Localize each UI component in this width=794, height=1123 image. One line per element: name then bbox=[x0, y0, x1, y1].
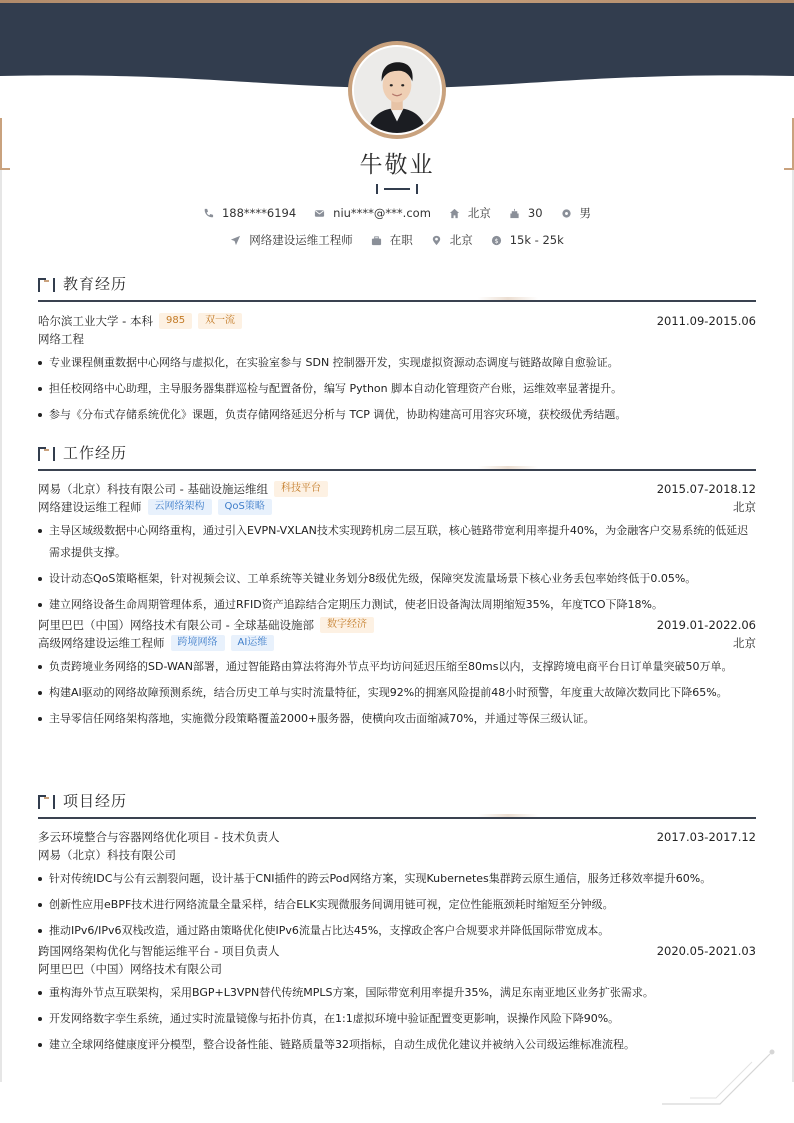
name-divider bbox=[376, 184, 418, 194]
work-company-row bbox=[38, 616, 756, 634]
phone-text: 188****6194 bbox=[221, 206, 297, 220]
role-tag: QoS策略 bbox=[218, 499, 272, 515]
svg-text:$: $ bbox=[494, 236, 499, 245]
project-entry bbox=[38, 828, 756, 946]
education-section-header bbox=[38, 273, 756, 301]
section-mark-icon bbox=[38, 447, 55, 461]
phone-item bbox=[203, 206, 296, 220]
school-name: 哈尔滨工业大学 - 本科 bbox=[38, 314, 153, 328]
list-item: 参与《分布式存储系统优化》课题，负责存储网络延迟分析与 TCP 调优，协助构建高可用容灾环境，获校级优秀结题。 bbox=[38, 404, 756, 426]
top-gold-line bbox=[0, 0, 794, 3]
contact-row bbox=[0, 205, 794, 221]
list-item: 主导区域级数据中心网络重构，通过引入EVPN-VXLAN技术实现跨机房二层互联，核心链路带宽利用率提升40%，为金融客户交易系统的低延迟需求提供支撑。 bbox=[38, 520, 756, 564]
work-city: 北京 bbox=[733, 500, 756, 514]
project-org: 阿里巴巴（中国）网络技术有限公司 bbox=[38, 962, 222, 976]
section-mark-icon bbox=[38, 795, 55, 809]
list-item: 开发网络数字孪生系统，通过实时流量镜像与拓扑仿真，在1:1虚拟环境中验证配置变更影响，误操作风险下降90%。 bbox=[38, 1008, 756, 1030]
list-item: 负责跨境业务网络的SD-WAN部署，通过智能路由算法将海外节点平均访问延迟压缩至80ms以内，支撑跨境电商平台日订单量突破50万单。 bbox=[38, 656, 756, 678]
project-org-row bbox=[38, 846, 756, 864]
email-text: niu****@***.com bbox=[333, 206, 431, 220]
list-item: 针对传统IDC与公有云割裂问题，设计基于CNI插件的跨云Pod网络方案，实现Kubernetes集群跨云原生通信，服务迁移效率提升60%。 bbox=[38, 868, 756, 890]
salary-item bbox=[491, 233, 564, 247]
project-name: 跨国网络架构优化与智能运维平台 - 项目负责人 bbox=[38, 944, 280, 958]
position-text: 网络建设运维工程师 bbox=[249, 233, 353, 247]
education-date: 2011.09-2015.06 bbox=[656, 314, 756, 328]
position-item bbox=[230, 232, 353, 248]
role-name: 高级网络建设运维工程师 bbox=[38, 636, 165, 650]
corner-circuit-decoration bbox=[660, 1048, 780, 1106]
left-border-line bbox=[0, 170, 2, 1082]
work-bullets bbox=[38, 520, 756, 616]
project-entry bbox=[38, 942, 756, 1060]
work-role-left bbox=[38, 635, 274, 651]
major-row bbox=[38, 330, 756, 348]
section-rule bbox=[38, 469, 756, 471]
avatar bbox=[348, 41, 446, 139]
work-entry bbox=[38, 480, 756, 620]
list-item: 创新性应用eBPF技术进行网络流量全量采样，结合ELK实现微服务间调用链可视，定位性能瓶颈耗时缩短至分钟级。 bbox=[38, 894, 756, 916]
section-rule bbox=[38, 817, 756, 819]
project-title: 项目经历 bbox=[63, 792, 128, 810]
list-item: 重构海外节点互联架构，采用BGP+L3VPN替代传统MPLS方案，国际带宽利用率提升35%，满足东南亚地区业务扩张需求。 bbox=[38, 982, 756, 1004]
project-name-row bbox=[38, 942, 756, 960]
gender-icon bbox=[561, 208, 572, 219]
candidate-name: 牛敬业 bbox=[359, 152, 435, 178]
salary-text: 15k - 25k bbox=[509, 233, 564, 247]
list-item: 建立网络设备生命周期管理体系，通过RFID资产追踪结合定期压力测试，使老旧设备淘汰周期缩短35%，年度TCO下降18%。 bbox=[38, 594, 756, 616]
phone-icon bbox=[203, 208, 214, 219]
list-item: 设计动态QoS策略框架，针对视频会议、工单系统等关键业务划分8级优先级，保障突发流量场景下核心业务丢包率始终低于0.05%。 bbox=[38, 568, 756, 590]
list-item: 构建AI驱动的网络故障预测系统，结合历史工单与实时流量特征，实现92%的拥塞风险提前48小时预警，年度重大故障次数同比下降65%。 bbox=[38, 682, 756, 704]
work-role-row bbox=[38, 498, 756, 516]
send-icon bbox=[230, 235, 241, 246]
list-item: 建立全球网络健康度评分模型，整合设备性能、链路质量等32项指标，自动生成优化建议并被纳入公司级运维标准流程。 bbox=[38, 1034, 756, 1056]
project-org-row bbox=[38, 960, 756, 978]
education-entry bbox=[38, 312, 756, 430]
work-date: 2019.01-2022.06 bbox=[656, 618, 756, 632]
status-text: 在职 bbox=[389, 233, 413, 247]
briefcase-icon bbox=[371, 235, 382, 246]
work-company-left bbox=[38, 481, 328, 497]
project-date: 2020.05-2021.03 bbox=[656, 944, 756, 958]
location-text: 北京 bbox=[467, 206, 491, 220]
work-date: 2015.07-2018.12 bbox=[656, 482, 756, 496]
project-bullets bbox=[38, 868, 756, 942]
work-bullets bbox=[38, 656, 756, 730]
education-bullets bbox=[38, 352, 756, 426]
list-item: 担任校网络中心助理，主导服务器集群巡检与配置备份，编写 Python 脚本自动化管理资产台账，运维效率显著提升。 bbox=[38, 378, 756, 400]
role-tag: AI运维 bbox=[231, 635, 275, 651]
location-item bbox=[449, 205, 491, 221]
work-company-left bbox=[38, 617, 374, 633]
project-name-row bbox=[38, 828, 756, 846]
company-tag: 数字经济 bbox=[320, 617, 374, 633]
work-entry bbox=[38, 616, 756, 734]
work-city: 北京 bbox=[733, 636, 756, 650]
school-tag: 985 bbox=[159, 313, 192, 329]
intent-row bbox=[0, 232, 794, 248]
avatar-photo bbox=[352, 45, 442, 135]
project-section-header bbox=[38, 790, 756, 818]
list-item: 推动IPv6/IPv6双栈改造，通过路由策略优化使IPv6流量占比达45%，支撑政企客户合规要求并降低国际带宽成本。 bbox=[38, 920, 756, 942]
project-org: 网易（北京）科技有限公司 bbox=[38, 848, 176, 862]
school-tag: 双一流 bbox=[198, 313, 242, 329]
work-company-row bbox=[38, 480, 756, 498]
role-name: 网络建设运维工程师 bbox=[38, 500, 142, 514]
education-row bbox=[38, 312, 756, 330]
mail-icon bbox=[314, 208, 325, 219]
role-tag: 跨境网络 bbox=[171, 635, 225, 651]
target-city-item bbox=[431, 232, 473, 248]
location-icon bbox=[431, 235, 442, 246]
gender-text: 男 bbox=[579, 206, 592, 220]
work-title: 工作经历 bbox=[63, 444, 128, 462]
work-section-header bbox=[38, 442, 756, 470]
company-name: 阿里巴巴（中国）网络技术有限公司 - 全球基础设施部 bbox=[38, 618, 314, 632]
section-mark-icon bbox=[38, 278, 55, 292]
role-tag: 云网络架构 bbox=[148, 499, 212, 515]
cake-icon bbox=[509, 208, 520, 219]
list-item: 主导零信任网络架构落地，实施微分段策略覆盖2000+服务器，使横向攻击面缩减70%，并通过等保三级认证。 bbox=[38, 708, 756, 730]
company-tag: 科技平台 bbox=[274, 481, 328, 497]
work-role-row bbox=[38, 634, 756, 652]
section-rule bbox=[38, 300, 756, 302]
work-role-left bbox=[38, 499, 272, 515]
project-bullets bbox=[38, 982, 756, 1056]
gender-item bbox=[561, 205, 592, 221]
education-left bbox=[38, 313, 242, 329]
project-name: 多云环境整合与容器网络优化项目 - 技术负责人 bbox=[38, 830, 280, 844]
target-city-text: 北京 bbox=[449, 233, 473, 247]
project-date: 2017.03-2017.12 bbox=[656, 830, 756, 844]
status-item bbox=[371, 232, 413, 248]
company-name: 网易（北京）科技有限公司 - 基础设施运维组 bbox=[38, 482, 268, 496]
age-item bbox=[509, 206, 543, 220]
money-icon bbox=[491, 235, 502, 246]
age-text: 30 bbox=[527, 206, 543, 220]
list-item: 专业课程侧重数据中心网络与虚拟化，在实验室参与 SDN 控制器开发，实现虚拟资源动态调度与链路故障自愈验证。 bbox=[38, 352, 756, 374]
education-title: 教育经历 bbox=[63, 275, 128, 293]
major-name: 网络工程 bbox=[38, 332, 84, 346]
email-item bbox=[314, 206, 431, 220]
home-icon bbox=[449, 208, 460, 219]
